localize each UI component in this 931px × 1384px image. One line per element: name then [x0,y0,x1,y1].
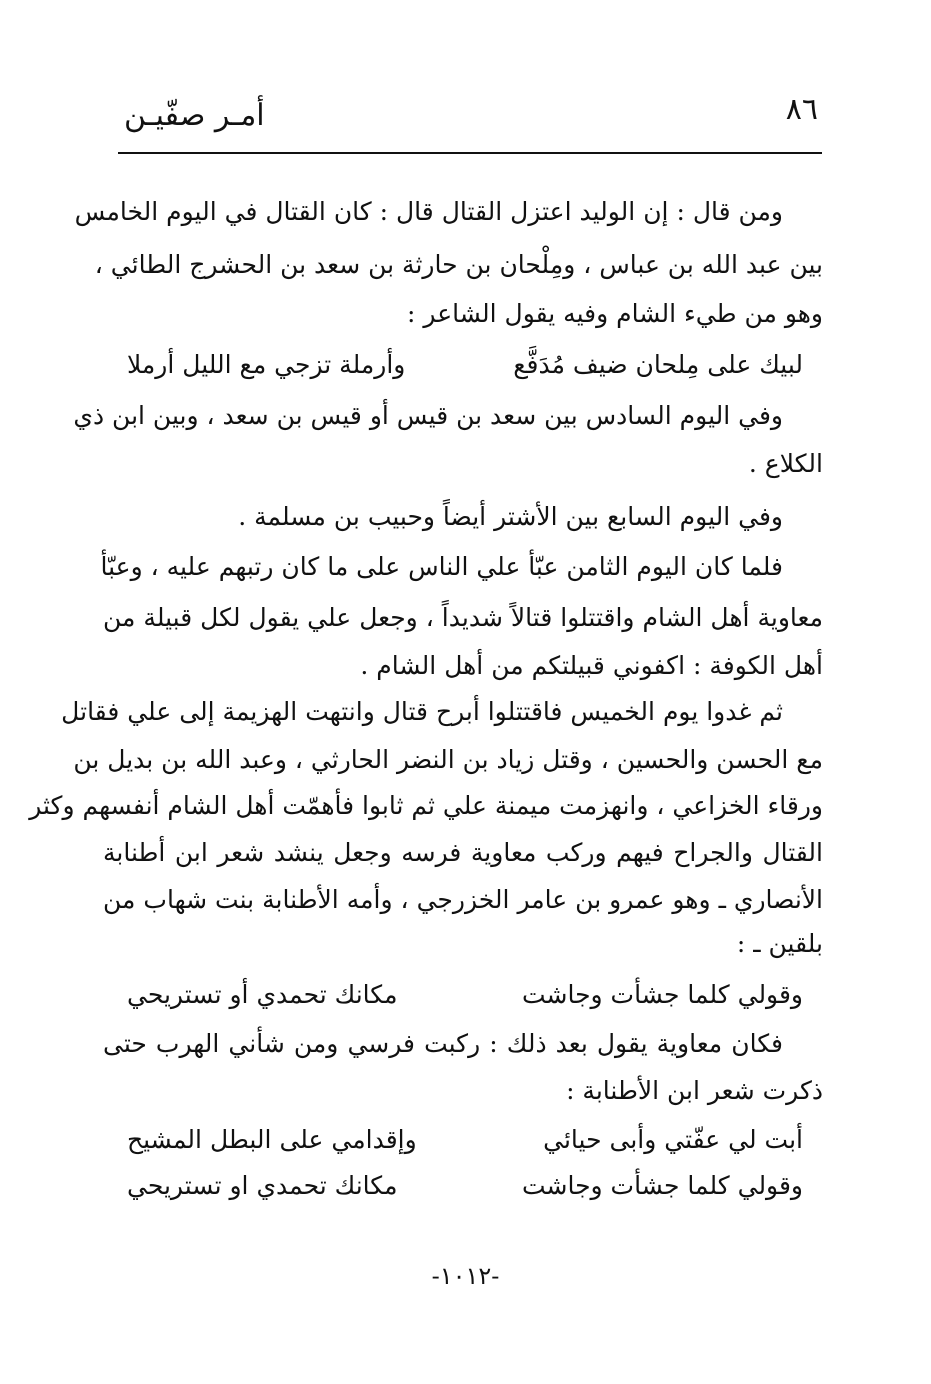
text-line: فكان معاوية يقول بعد ذلك : ركبت فرسي ومن شأني الهرب حتى [103,1029,783,1058]
text-line: بين عبد الله بن عباس ، ومِلْحان بن حارثة بن سعد بن الحشرج الطائي ، [94,250,823,279]
text-line: معاوية أهل الشام واقتتلوا قتالاً شديداً ، وجعل علي يقول لكل قبيلة من [103,603,823,632]
text-line: الكلاع . [748,449,823,478]
verse-line [103,1120,823,1160]
verse-second-hemistich: مكانك تحمدي او تستريحي [127,1171,398,1200]
verse-first-hemistich: وقولي كلما جشأت وجاشت [521,1171,803,1200]
verse-line [103,1166,823,1206]
verse-second-hemistich: مكانك تحمدي أو تستريحي [127,980,398,1009]
page-header [118,92,822,154]
text-line: الأنصاري ـ وهو عمرو بن عامر الخزرجي ، وأمه الأطنابة بنت شهاب من [103,885,823,914]
text-line: ذكرت شعر ابن الأطنابة : [566,1076,823,1105]
text-line: وفي اليوم السادس بين سعد بن قيس أو قيس بن سعد ، وبين ابن ذي [73,401,783,430]
verse-first-hemistich: أبت لي عفّتي وأبى حيائي [543,1125,803,1154]
verse-line [103,975,823,1015]
text-line: بلقين ـ : [736,929,823,958]
text-line: ومن قال : إن الوليد اعتزل القتال قال : كان القتال في اليوم الخامس [74,197,783,226]
text-line: القتال والجراح فيهم وركب معاوية فرسه وجعل ينشد شعر ابن أطنابة [103,838,823,867]
text-line: وفي اليوم السابع بين الأشتر أيضاً وحبيب بن مسلمة . [238,502,783,531]
text-line: فلما كان اليوم الثامن عبّأ علي الناس على ما كان رتبهم عليه ، وعبّأ [100,552,783,581]
text-line: أهل الكوفة : اكفوني قبيلتكم من أهل الشام . [360,651,823,680]
running-title: أمـر صفّيـن [124,98,265,133]
text-line: ورقاء الخزاعي ، وانهزمت ميمنة علي ثم ثابوا فأهمّت أهل الشام أنفسهم وكثر [29,791,823,820]
text-line: مع الحسن والحسين ، وقتل زياد بن النضر الحارثي ، وعبد الله بن بديل بن [73,745,823,774]
verse-second-hemistich: وأرملة تزجي مع الليل أرملا [127,350,406,379]
footer-page-number: -١٠١٢- [431,1262,500,1290]
verse-first-hemistich: لبيك على مِلحان ضيف مُدَفَّع [513,350,803,379]
verse-first-hemistich: وقولي كلما جشأت وجاشت [521,980,803,1009]
verse-line [103,345,823,385]
text-line: وهو من طيء الشام وفيه يقول الشاعر : [407,299,823,328]
header-page-number: ٨٦ [785,92,818,127]
text-line: ثم غدوا يوم الخميس فاقتتلوا أبرح قتال وانتهت الهزيمة إلى علي فقاتل [61,697,783,726]
verse-second-hemistich: وإقدامي على البطل المشيح [127,1125,417,1154]
